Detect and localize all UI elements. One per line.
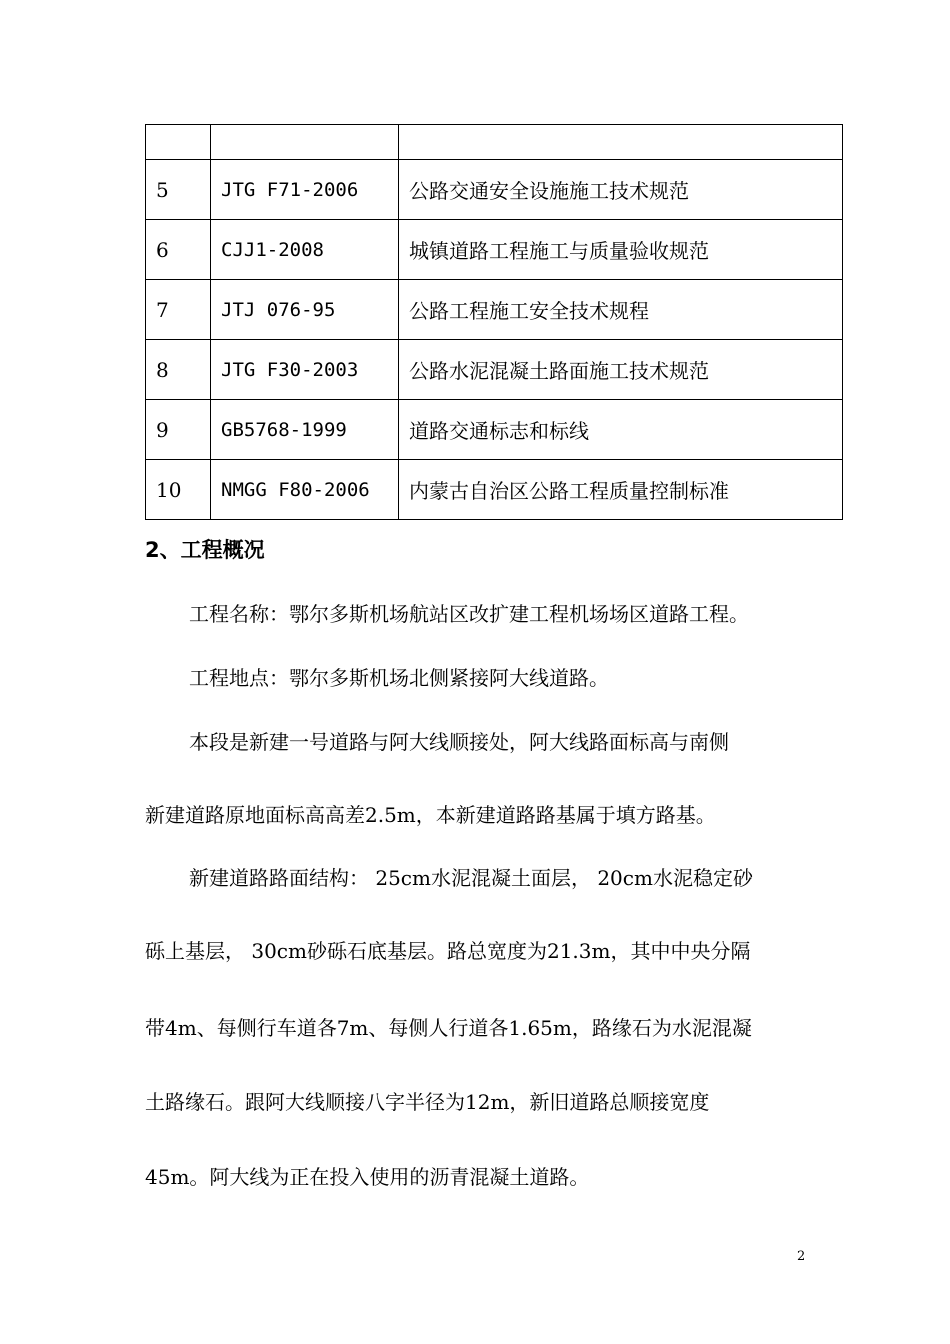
row-number: 5 (146, 160, 211, 220)
row-number: 8 (146, 340, 211, 400)
standard-title: 道路交通标志和标线 (399, 400, 843, 460)
row-number: 9 (146, 400, 211, 460)
standard-title: 内蒙古自治区公路工程质量控制标准 (399, 460, 843, 520)
standard-code: JTG F30-2003 (211, 340, 399, 400)
row-number: 10 (146, 460, 211, 520)
page-number: 2 (797, 1249, 806, 1264)
standard-code: NMGG F80-2006 (211, 460, 399, 520)
table-row (146, 460, 843, 520)
paragraph-line: 45m。阿大线为正在投入使用的沥青混凝土道路。 (145, 1165, 590, 1189)
standard-code: JTJ 076-95 (211, 280, 399, 340)
paragraph-line: 新建道路路面结构： 25cm水泥混凝土面层， 20cm水泥稳定砂 (189, 866, 753, 890)
section-heading: 2、工程概况 (145, 538, 265, 562)
standards-table (145, 124, 843, 520)
table-row (146, 340, 843, 400)
paragraph-line: 砾上基层， 30cm砂砾石底基层。路总宽度为21.3m，其中中央分隔 (145, 939, 751, 963)
paragraph-line: 本段是新建一号道路与阿大线顺接处，阿大线路面标高与南侧 (189, 730, 729, 754)
standard-code: GB5768-1999 (211, 400, 399, 460)
standard-title: 公路工程施工安全技术规程 (399, 280, 843, 340)
table-header-row (146, 125, 843, 160)
table-row (146, 160, 843, 220)
standard-code: JTG F71-2006 (211, 160, 399, 220)
table-row (146, 400, 843, 460)
row-number: 6 (146, 220, 211, 280)
standard-code: CJJ1-2008 (211, 220, 399, 280)
table-cell-empty (399, 125, 843, 160)
row-number: 7 (146, 280, 211, 340)
project-name-line: 工程名称：鄂尔多斯机场航站区改扩建工程机场场区道路工程。 (189, 602, 749, 626)
paragraph-line: 土路缘石。跟阿大线顺接八字半径为12m，新旧道路总顺接宽度 (145, 1090, 710, 1114)
standard-title: 公路交通安全设施施工技术规范 (399, 160, 843, 220)
paragraph-line: 新建道路原地面标高高差2.5m，本新建道路路基属于填方路基。 (145, 803, 716, 827)
table-row (146, 280, 843, 340)
table-cell-empty (211, 125, 399, 160)
paragraph-line: 带4m、每侧行车道各7m、每侧人行道各1.65m，路缘石为水泥混凝 (145, 1016, 752, 1040)
standard-title: 城镇道路工程施工与质量验收规范 (399, 220, 843, 280)
project-location-line: 工程地点：鄂尔多斯机场北侧紧接阿大线道路。 (189, 666, 609, 690)
table-cell-empty (146, 125, 211, 160)
standard-title: 公路水泥混凝土路面施工技术规范 (399, 340, 843, 400)
table-row (146, 220, 843, 280)
